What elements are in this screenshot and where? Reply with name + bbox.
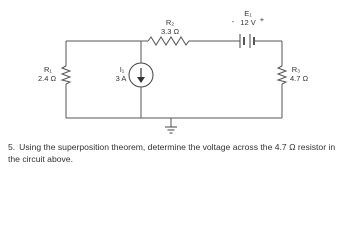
- ground-symbol: [165, 127, 177, 133]
- e1-value-label: 12 V: [240, 18, 256, 27]
- e1-battery-symbol: [234, 34, 262, 48]
- question-body: Using the superposition theorem, determine the voltage across the 4.7 Ω resistor in the circuit above.: [8, 142, 336, 164]
- i1-current-source-symbol: [129, 63, 153, 87]
- r3-name-label: R₃: [291, 65, 301, 74]
- r1-resistor-symbol: [62, 66, 70, 84]
- question-number: 5.: [8, 142, 16, 152]
- r3-resistor-symbol: [278, 66, 286, 84]
- r3-value-label: 4.7 Ω: [289, 74, 309, 83]
- circuit-wires: [66, 41, 282, 127]
- i1-name-label: I₁: [119, 65, 125, 74]
- r2-resistor-symbol: [148, 37, 192, 45]
- i1-value-label: 3 A: [115, 74, 127, 83]
- e1-minus-sign: -: [231, 17, 235, 26]
- r1-name-label: R₁: [44, 65, 52, 74]
- e1-name-label: E₁: [244, 9, 252, 18]
- r2-value-label: 3.3 Ω: [160, 27, 180, 36]
- e1-plus-sign: +: [259, 15, 265, 24]
- r1-value-label: 2.4 Ω: [37, 74, 57, 83]
- r2-name-label: R₂: [165, 18, 175, 27]
- question-text-block: [8, 142, 346, 165]
